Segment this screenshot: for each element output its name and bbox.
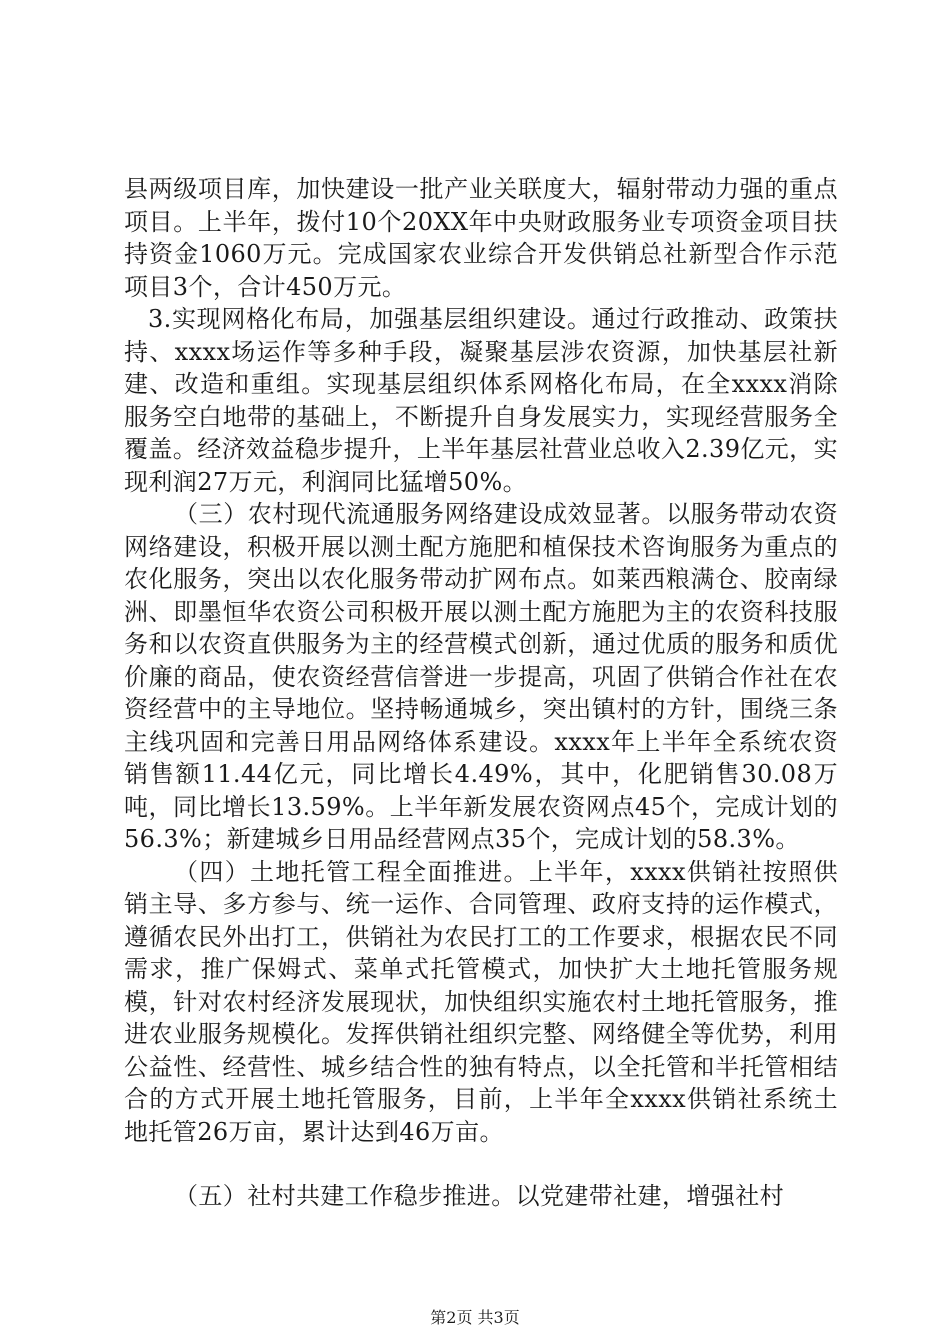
document-body — [124, 173, 838, 1213]
paragraph-co-construction: （五）社村共建工作稳步推进。以党建带社建，增强社村 — [174, 1182, 784, 1210]
paragraph-spacer — [124, 1148, 838, 1180]
page-footer: 第2页 共3页 — [430, 1308, 520, 1327]
paragraph-project-library: 县两级项目库，加快建设一批产业关联度大，辐射带动力强的重点项目。上半年，拨付10个20XX年中央财政服务业专项资金项目扶持资金1060万元。完成国家农业综合开发供销总社新型合作示范项目3个，合计450万元。 — [124, 175, 838, 301]
paragraph-rural-network: （三）农村现代流通服务网络建设成效显著。以服务带动农资网络建设，积极开展以测土配方施肥和植保技术咨询服务为重点的农化服务，突出以农化服务带动扩网布点。如莱西粮满仓、胶南绿洲、即墨恒华农资公司积极开展以测土配方施肥为主的农资科技服务和以农资直供服务为主的经营模式创新，通过优质的服务和质优价廉的商品，使农资经营信誉进一步提高，巩固了供销合作社在农资经营中的主导地位。坚持畅通城乡，突出镇村的方针，围绕三条主线巩固和完善日用品网络体系建设。xxxx年上半年全系统农资销售额11.44亿元，同比增长4.49%，其中，化肥销售30.08万吨，同比增长13.59%。上半年新发展农资网点45个，完成计划的56.3%；新建城乡日用品经营网点35个，完成计划的58.3%。 — [124, 500, 838, 853]
paragraph-grid-layout: 3.实现网格化布局，加强基层组织建设。通过行政推动、政策扶持、xxxx场运作等多种手段，凝聚基层涉农资源，加快基层社新建、改造和重组。实现基层组织体系网格化布局，在全xxxx消除服务空白地带的基础上，不断提升自身发展实力，实现经营服务全覆盖。经济效益稳步提升，上半年基层社营业总收入2.39亿元，实现利润27万元，利润同比猛增50%。 — [124, 305, 838, 496]
paragraph-land-trusteeship: （四）土地托管工程全面推进。上半年，xxxx供销社按照供销主导、多方参与、统一运作、合同管理、政府支持的运作模式，遵循农民外出打工，供销社为农民打工的工作要求，根据农民不同需求，推广保姆式、菜单式托管模式，加快扩大土地托管服务规模，针对农村经济发展现状，加快组织实施农村土地托管服务，推进农业服务规模化。发挥供销社组织完整、网络健全等优势，利用公益性、经营性、城乡结合性的独有特点，以全托管和半托管相结合的方式开展土地托管服务，目前，上半年全xxxx供销社系统土地托管26万亩，累计达到46万亩。 — [124, 857, 838, 1146]
